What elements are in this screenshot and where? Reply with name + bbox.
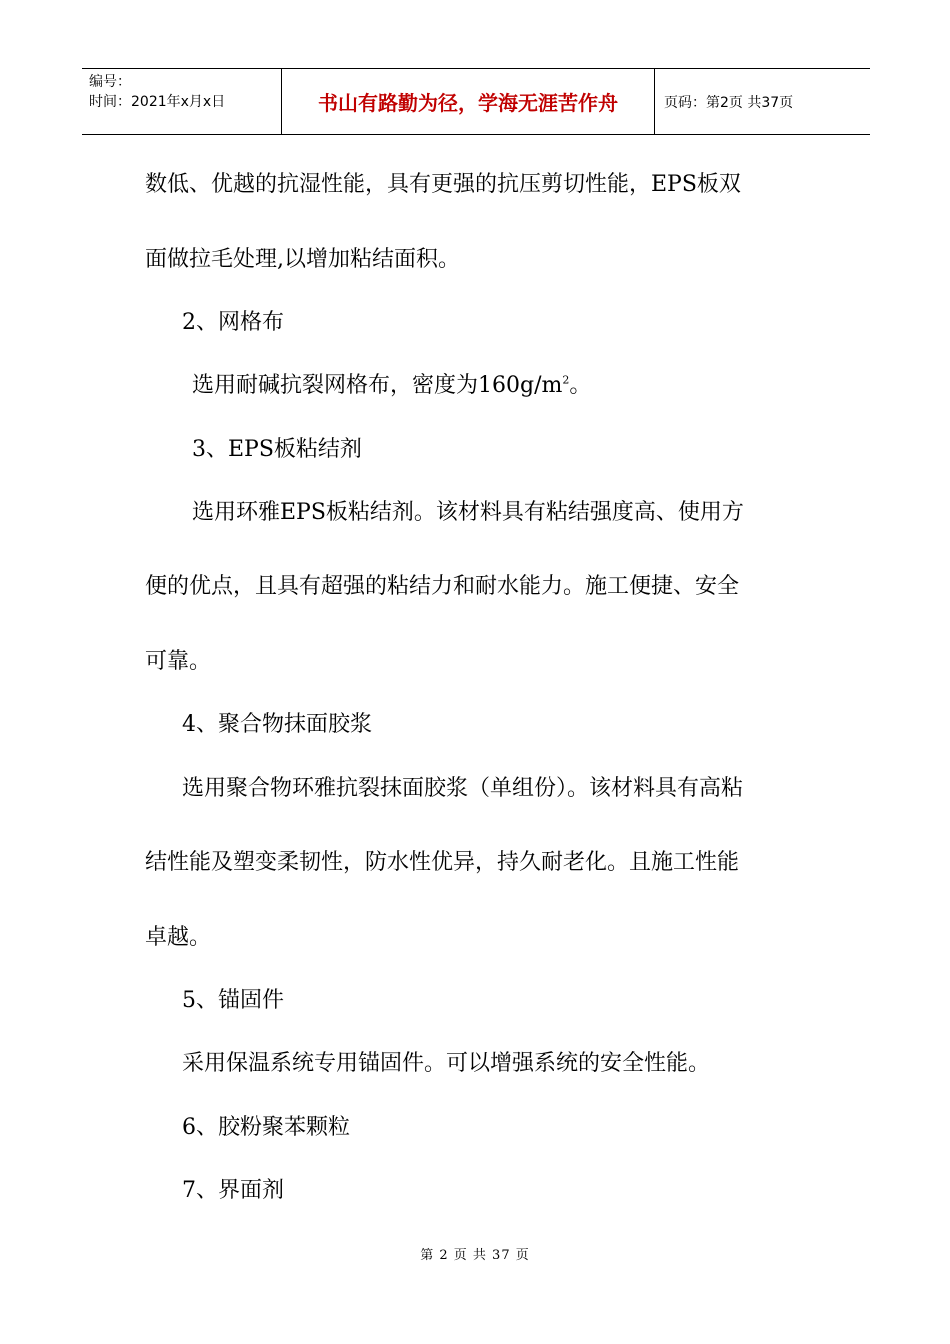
body-paragraph: 数低、优越的抗湿性能，具有更强的抗压剪切性能，EPS板双 (145, 172, 741, 197)
body-paragraph: 便的优点，且具有超强的粘结力和耐水能力。施工便捷、安全 (145, 574, 740, 599)
section-heading: 3、EPS板粘结剂 (192, 437, 362, 462)
section-heading: 5、锚固件 (182, 988, 284, 1013)
document-number-label: 编号： (89, 74, 131, 90)
body-paragraph: 采用保温系统专用锚固件。可以增强系统的安全性能。 (182, 1051, 711, 1076)
body-paragraph: 选用耐碱抗裂网格布，密度为$160g/m^2$。 (192, 373, 592, 398)
section-heading: 6、胶粉聚苯颗粒 (182, 1115, 350, 1140)
section-heading: 2、网格布 (182, 310, 284, 335)
header-motto: 书山有路勤为径，学海无涯苦作舟 (318, 91, 618, 115)
header-meta (89, 72, 225, 112)
body-paragraph: 可靠。 (145, 649, 212, 674)
body-paragraph: 面做拉毛处理,以增加粘结面积。 (145, 247, 460, 272)
body-paragraph: 结性能及塑变柔韧性，防水性优异，持久耐老化。且施工性能 (145, 850, 740, 875)
body-paragraph: 卓越。 (145, 925, 212, 950)
section-heading: 7、界面剂 (182, 1178, 284, 1203)
body-paragraph: 选用环雅EPS板粘结剂。该材料具有粘结强度高、使用方 (192, 500, 744, 525)
page-footer: 第 2 页 共 37 页 (420, 1248, 530, 1263)
header-page-indicator: 页码：第2页 共37页 (664, 94, 794, 111)
superscript: 2 (562, 373, 570, 387)
page-header (82, 68, 870, 135)
body-paragraph: 选用聚合物环雅抗裂抹面胶浆（单组份）。该材料具有高粘 (182, 776, 744, 801)
document-date: 时间：2021年x月x日 (89, 94, 226, 110)
header-divider (654, 69, 655, 134)
section-heading: 4、聚合物抹面胶浆 (182, 712, 372, 737)
